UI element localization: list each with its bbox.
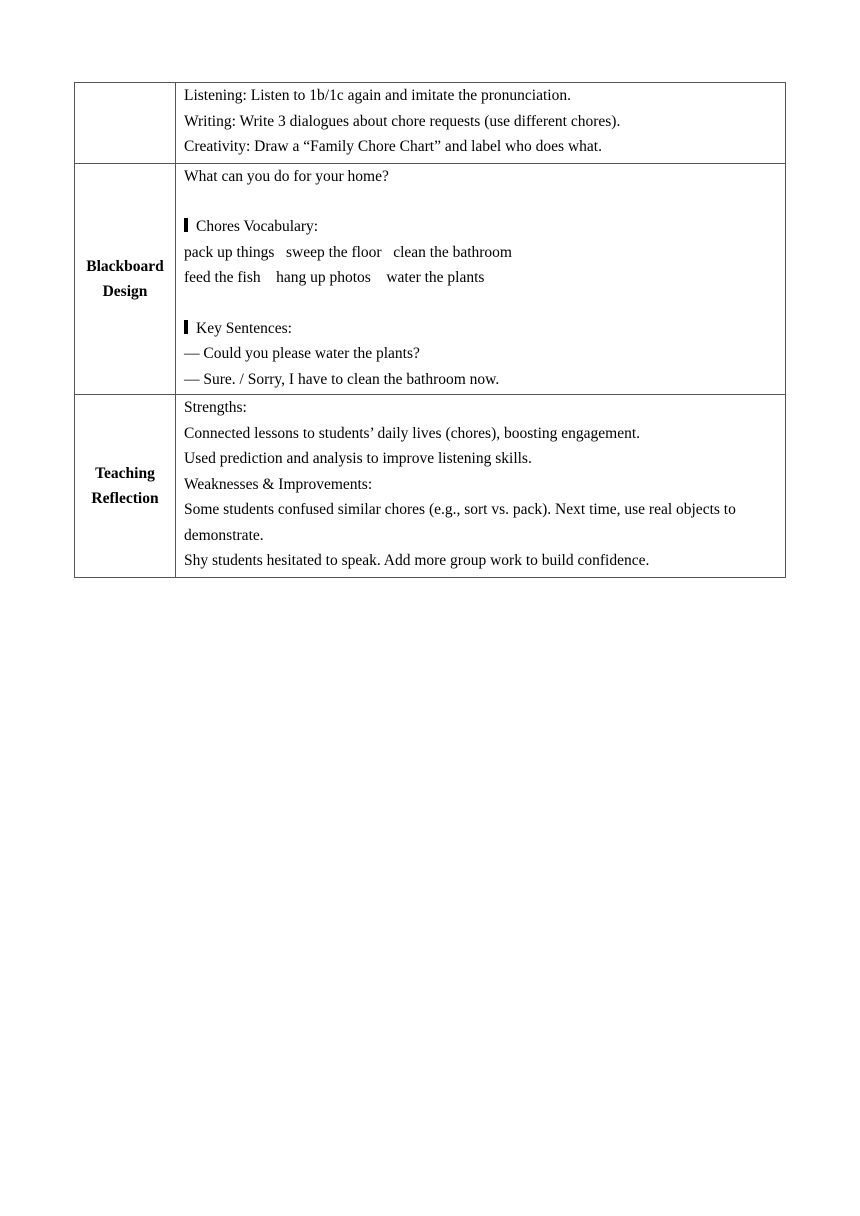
homework-listening-line: Listening: Listen to 1b/1c again and imitate the pronunciation. — [184, 87, 571, 104]
weakness-2: Shy students hesitated to speak. Add more group work to build confidence. — [184, 552, 650, 569]
sentences-heading: Key Sentences: — [196, 319, 292, 337]
strengths-heading: Strengths: — [184, 399, 247, 416]
key-sentence-1: — Could you please water the plants? — [184, 345, 420, 362]
bullet-bar-icon — [184, 320, 188, 334]
homework-content-cell — [176, 83, 786, 164]
blackboard-design-label: Blackboard Design — [86, 257, 164, 300]
blackboard-design-label-cell — [75, 163, 176, 395]
vocab-line-2: feed the fish hang up photos water the plants — [184, 269, 485, 286]
blank-spacer — [184, 189, 777, 214]
strength-2: Used prediction and analysis to improve listening skills. — [184, 450, 532, 467]
vocab-line-1: pack up things sweep the floor clean the bathroom — [184, 243, 512, 261]
blackboard-question: What can you do for your home? — [184, 167, 389, 185]
bullet-bar-icon — [184, 218, 188, 232]
homework-label-cell — [75, 83, 176, 164]
weakness-1: Some students confused similar chores (e.g., sort vs. pack). Next time, use real objects to demonstrate. — [184, 501, 736, 544]
blackboard-design-row — [75, 163, 786, 395]
homework-row — [75, 83, 786, 164]
vocab-heading-line — [184, 214, 777, 240]
teaching-reflection-content-cell — [176, 395, 786, 578]
homework-writing-line: Writing: Write 3 dialogues about chore requests (use different chores). — [184, 112, 621, 130]
blackboard-design-content-cell — [176, 163, 786, 395]
lesson-plan-table — [74, 82, 786, 578]
teaching-reflection-row — [75, 395, 786, 578]
blank-spacer — [184, 291, 777, 316]
teaching-reflection-label-cell — [75, 395, 176, 578]
weaknesses-heading: Weaknesses & Improvements: — [184, 475, 373, 493]
vocab-heading: Chores Vocabulary: — [196, 218, 319, 235]
teaching-reflection-label: Teaching Reflection — [91, 464, 159, 507]
strength-1: Connected lessons to students’ daily lives (chores), boosting engagement. — [184, 424, 641, 442]
homework-creativity-line: Creativity: Draw a “Family Chore Chart” and label who does what. — [184, 138, 602, 155]
key-sentence-2: — Sure. / Sorry, I have to clean the bathroom now. — [184, 370, 500, 388]
sentences-heading-line — [184, 316, 777, 342]
